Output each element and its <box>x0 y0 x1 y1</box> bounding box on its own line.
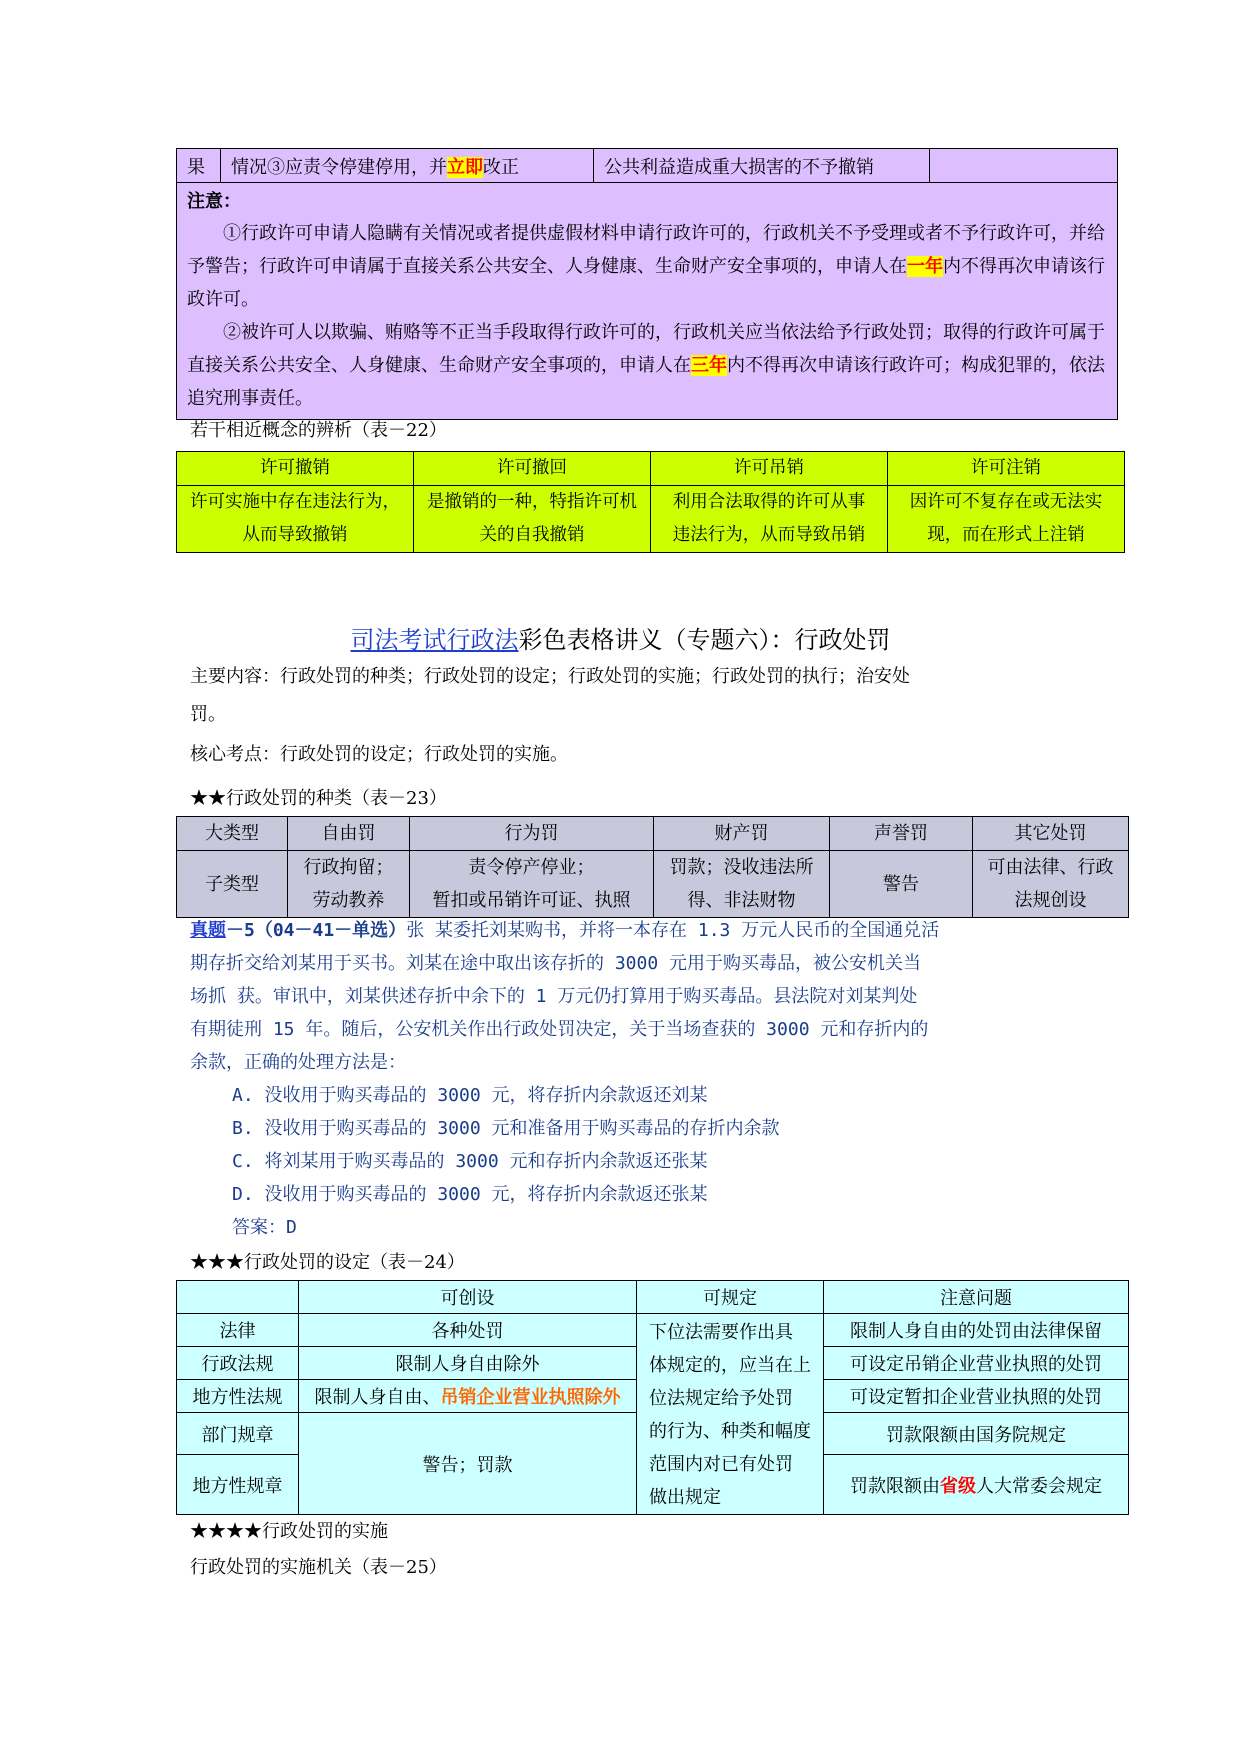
question-line: 真题－5（04－41－单选）张 某委托刘某购书，并将一本存在 1.3 万元人民币的全国通兑活 <box>190 920 940 941</box>
table-cell: 罚款限额由省级人大常委会规定 <box>824 1455 1129 1515</box>
table-23 <box>176 816 1129 918</box>
column-header: 许可吊销 <box>651 452 888 486</box>
column-header: 行为罚 <box>410 817 654 851</box>
table-22 <box>176 451 1125 553</box>
row-header: 地方性法规 <box>177 1380 299 1413</box>
note-paragraph: ①行政许可申请人隐瞒有关情况或者提供虚假材料申请行政许可的，行政机关不予受理或者不予行政许可，并给予警告；行政许可申请属于直接关系公共安全、人身健康、生命财产安全事项的，申请人在一年内不得再次申请该行政许可。 <box>187 223 1105 310</box>
row-header: 行政法规 <box>177 1347 299 1380</box>
column-header: 财产罚 <box>654 817 830 851</box>
section-caption: ★★★★行政处罚的实施 <box>190 1521 388 1542</box>
row-header: 地方性规章 <box>177 1455 299 1515</box>
provide-cell: 下位法需要作出具 体规定的，应当在上 位法规定给予处罚 的行为、种类和幅度 范围内对已有处罚 做出规定 <box>637 1314 824 1515</box>
column-header: 自由罚 <box>288 817 410 851</box>
table-cell: 可由法律、行政 法规创设 <box>973 851 1129 918</box>
table-cell: 是撤销的一种，特指许可机 关的自我撤销 <box>414 486 651 553</box>
question-line: 余款，正确的处理方法是： <box>190 1052 406 1073</box>
question-line: 场抓 获。审讯中，刘某供述存折中余下的 1 万元仍打算用于购买毒品。县法院对刘某判处 <box>190 986 918 1007</box>
table-caption: 若干相近概念的辨析（表－22） <box>190 420 447 441</box>
column-header: 可规定 <box>637 1281 824 1314</box>
table-row <box>177 183 1118 420</box>
core-points: 核心考点：行政处罚的设定；行政处罚的实施。 <box>190 744 568 765</box>
note-cell <box>177 183 1118 420</box>
column-header: 大类型 <box>177 817 288 851</box>
column-header: 其它处罚 <box>973 817 1129 851</box>
table-cell: 罚款限额由国务院规定 <box>824 1413 1129 1455</box>
table-caption: 行政处罚的实施机关（表－25） <box>190 1557 447 1578</box>
column-header: 声誉罚 <box>830 817 973 851</box>
table-cell: 限制人身自由、吊销企业营业执照除外 <box>299 1380 637 1413</box>
option-a: A. 没收用于购买毒品的 3000 元，将存折内余款返还刘某 <box>232 1085 708 1106</box>
note-title: 注意： <box>187 191 241 212</box>
table-24 <box>176 1280 1129 1515</box>
table-cell: 公共利益造成重大损害的不予撤销 <box>594 149 930 183</box>
question-line: 有期徒刑 15 年。随后，公安机关作出行政处罚决定，关于当场查获的 3000 元和存折内的 <box>190 1019 929 1040</box>
option-c: C. 将刘某用于购买毒品的 3000 元和存折内余款返还张某 <box>232 1151 708 1172</box>
answer: 答案：D <box>232 1217 297 1238</box>
table-cell: 警告 <box>830 851 973 918</box>
table-caption: ★★行政处罚的种类（表－23） <box>190 788 447 809</box>
table-cell: 可设定吊销企业营业执照的处罚 <box>824 1347 1129 1380</box>
column-header: 注意问题 <box>824 1281 1129 1314</box>
row-header: 部门规章 <box>177 1413 299 1455</box>
table-a <box>176 148 1118 420</box>
section-heading <box>0 620 1241 655</box>
table-cell: 可设定暂扣企业营业执照的处罚 <box>824 1380 1129 1413</box>
table-cell: 罚款；没收违法所 得、非法财物 <box>654 851 830 918</box>
column-header: 许可撤回 <box>414 452 651 486</box>
table-header-row <box>177 817 1129 851</box>
row-header: 子类型 <box>177 851 288 918</box>
table-cell: 行政拘留； 劳动教养 <box>288 851 410 918</box>
table-cell <box>930 149 1118 183</box>
table-cell: 限制人身自由除外 <box>299 1347 637 1380</box>
table-row <box>177 149 1118 183</box>
table-cell: 许可实施中存在违法行为， 从而导致撤销 <box>177 486 414 553</box>
note-paragraph: ②被许可人以欺骗、贿赂等不正当手段取得行政许可的，行政机关应当依法给予行政处罚；取得的行政许可属于直接关系公共安全、人身健康、生命财产安全事项的，申请人在三年内不得再次申请该行政许可；构成犯罪的，依法追究刑事责任。 <box>187 322 1105 409</box>
question-line: 期存折交给刘某用于买书。刘某在途中取出该存折的 3000 元用于购买毒品，被公安机关当 <box>190 953 922 974</box>
option-b: B. 没收用于购买毒品的 3000 元和准备用于购买毒品的存折内余款 <box>232 1118 780 1139</box>
column-header: 许可注销 <box>888 452 1125 486</box>
table-cell: 警告；罚款 <box>299 1413 637 1515</box>
table-cell: 情况③应责令停建停用，并立即改正 <box>221 149 594 183</box>
heading-text: 彩色表格讲义（专题六）：行政处罚 <box>518 626 891 654</box>
table-header-row <box>177 1281 1129 1314</box>
table-row <box>177 1314 1129 1347</box>
table-cell: 因许可不复存在或无法实 现，而在形式上注销 <box>888 486 1125 553</box>
table-cell: 各种处罚 <box>299 1314 637 1347</box>
column-header: 可创设 <box>299 1281 637 1314</box>
table-cell: 限制人身自由的处罚由法律保留 <box>824 1314 1129 1347</box>
column-header <box>177 1281 299 1314</box>
table-caption: ★★★行政处罚的设定（表－24） <box>190 1252 465 1273</box>
table-cell: 果 <box>177 149 221 183</box>
table-row <box>177 486 1125 553</box>
question-label[interactable]: 真题 <box>190 920 226 941</box>
table-cell: 责令停产停业； 暂扣或吊销许可证、执照 <box>410 851 654 918</box>
table-header-row <box>177 452 1125 486</box>
table-cell: 利用合法取得的许可从事 违法行为，从而导致吊销 <box>651 486 888 553</box>
option-d: D. 没收用于购买毒品的 3000 元，将存折内余款返还张某 <box>232 1184 708 1205</box>
main-content: 主要内容：行政处罚的种类；行政处罚的设定；行政处罚的实施；行政处罚的执行；治安处 罚。 <box>190 666 910 725</box>
table-row <box>177 851 1129 918</box>
heading-link[interactable]: 司法考试行政法 <box>350 626 519 654</box>
row-header: 法律 <box>177 1314 299 1347</box>
column-header: 许可撤销 <box>177 452 414 486</box>
